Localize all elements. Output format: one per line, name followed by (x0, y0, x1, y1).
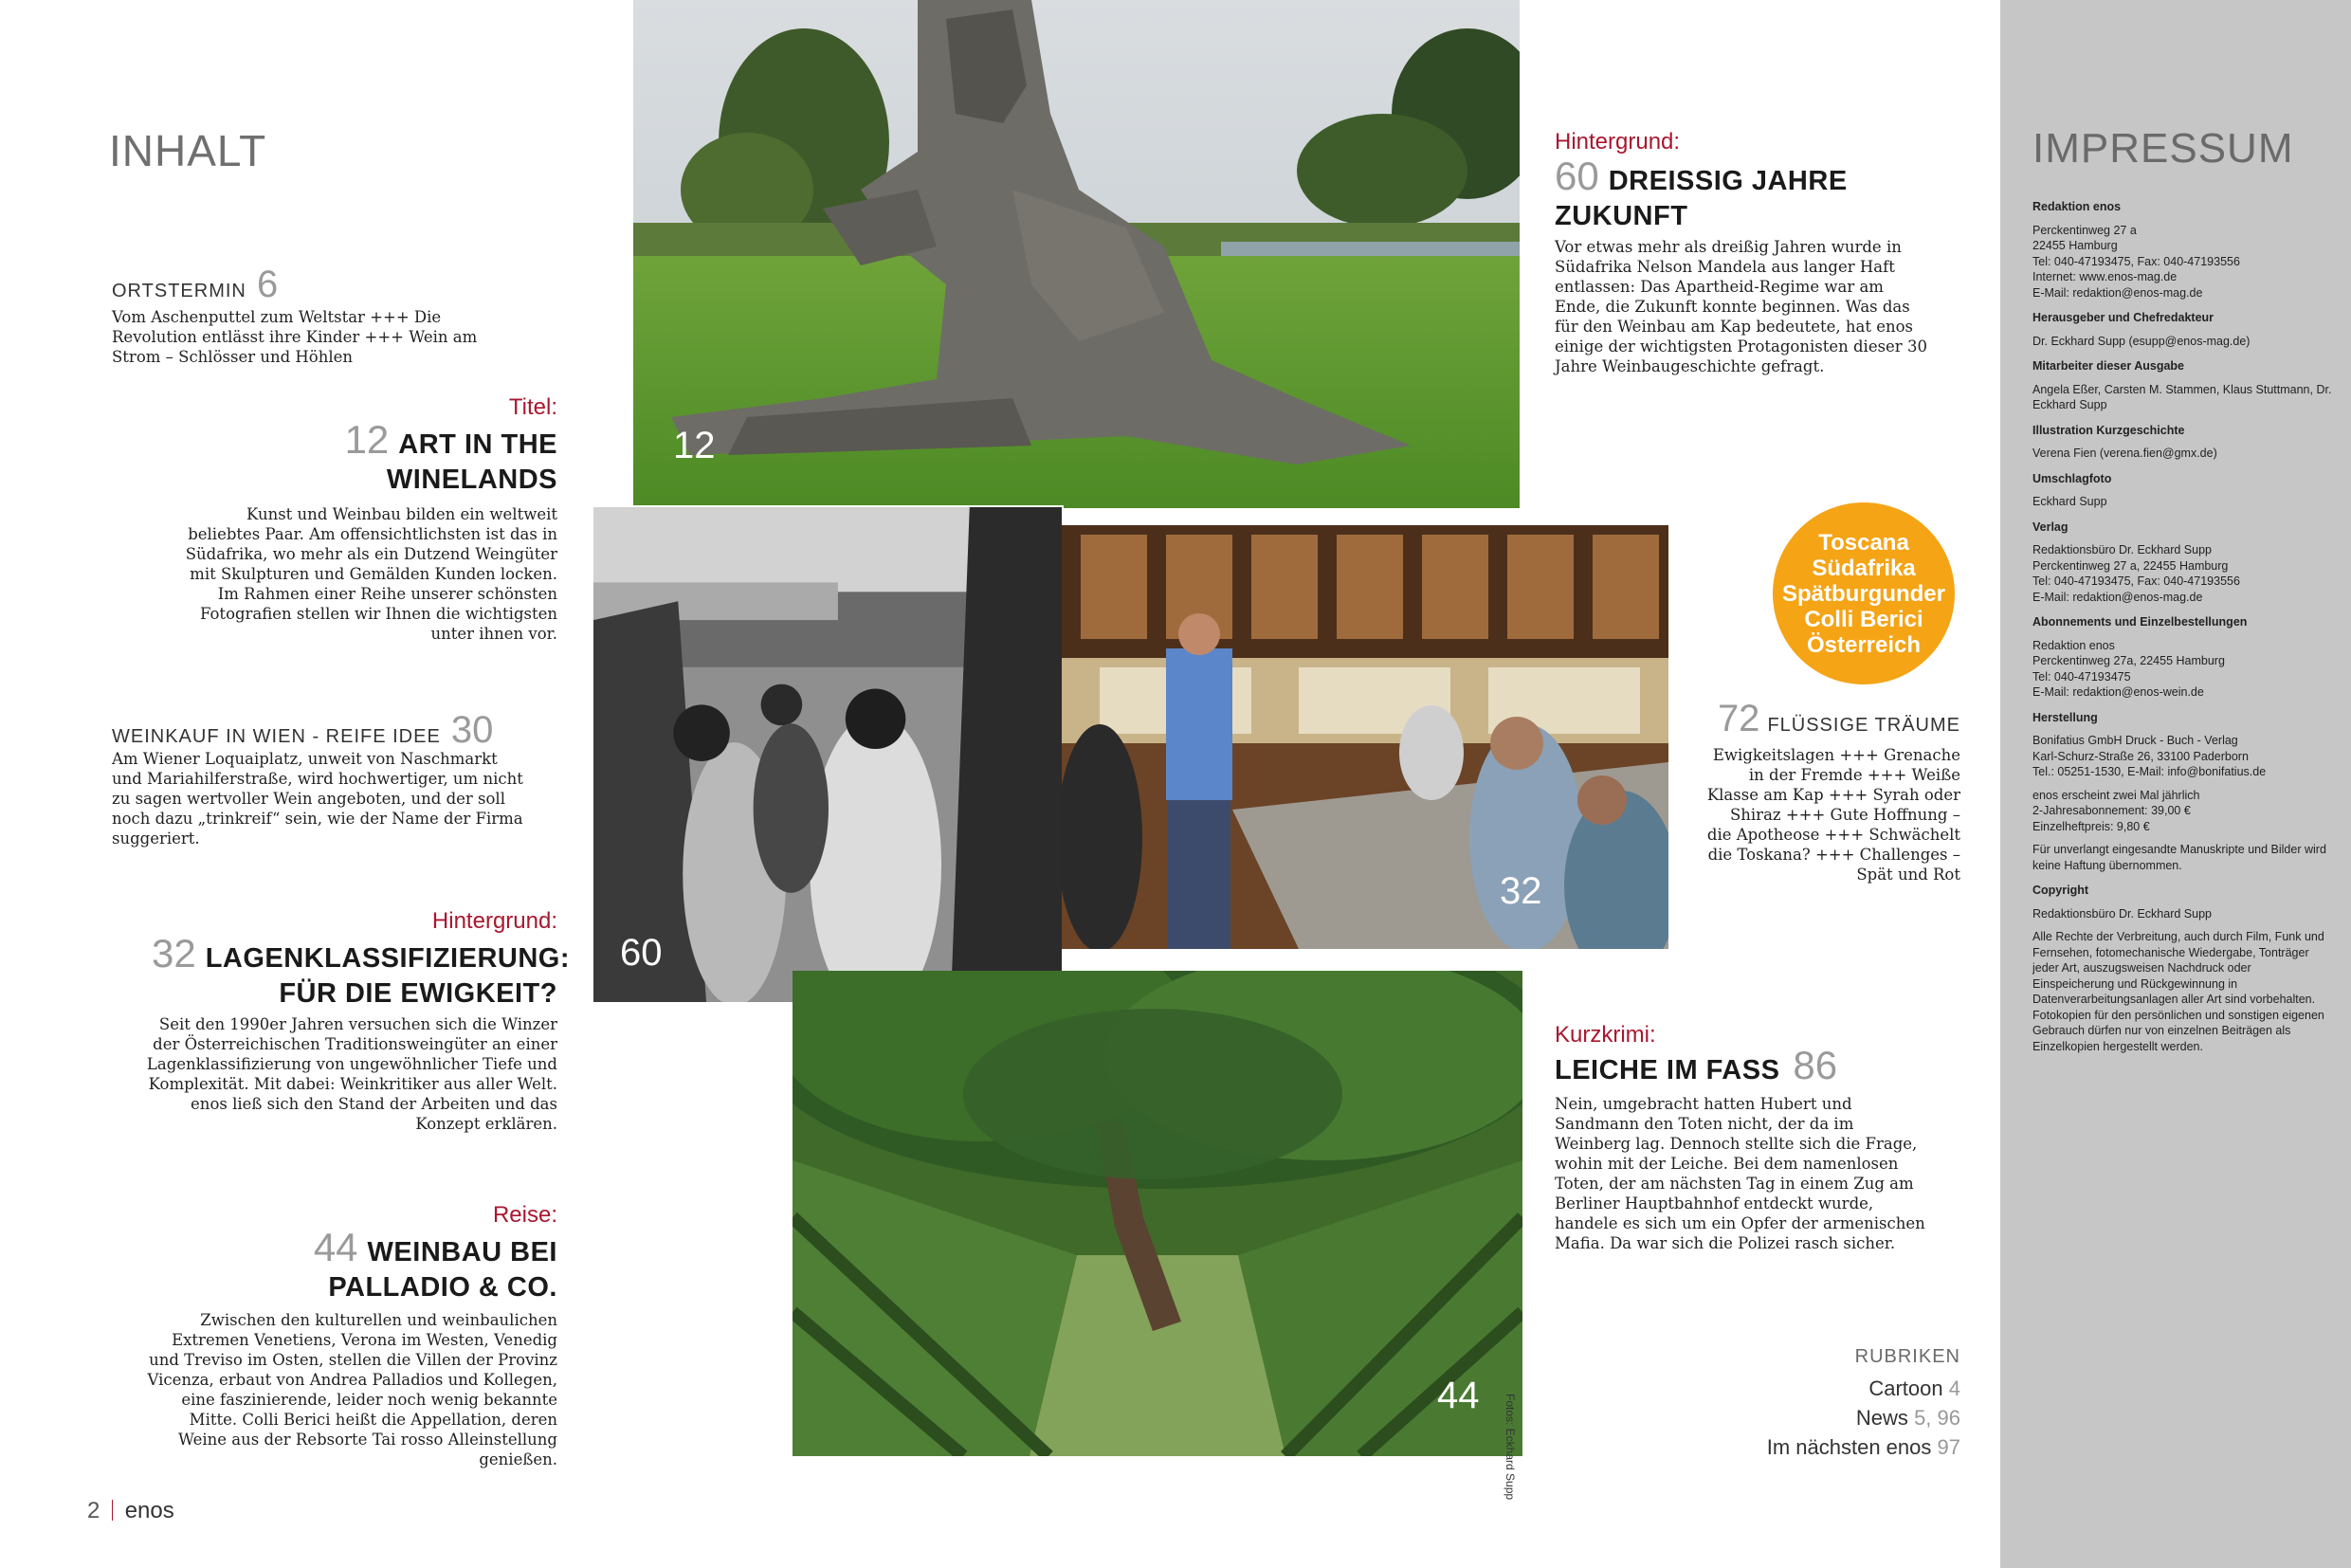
impressum-text: Angela Eßer, Carsten M. Stammen, Klaus Stuttmann, Dr. Eckhard Supp (2032, 382, 2332, 411)
impressum-label: Herausgeber und Chefredakteur (2032, 311, 2214, 324)
photo-tasting[interactable] (1062, 525, 1668, 949)
fluessige-text: Ewigkeitslagen +++ Grenache in der Fremde +++ Weiße Klasse am Kap +++ Syrah oder Shiraz +++ Gute Hoffnung – die Apotheose +++ Schwächelt die Toskana? +++ Challenges – Spät und Rot (1706, 746, 1960, 884)
badge-line: Spätburgunder (1782, 580, 1945, 607)
impressum-label: Mitarbeiter dieser Ausgabe (2032, 359, 2185, 373)
weinkauf-label: WEINKAUF IN WIEN - REIFE IDEE (112, 726, 441, 747)
kurzkrimi-headline: LEICHE IM FASS (1555, 1055, 1780, 1085)
impressum-text: Alle Rechte der Verbreitung, auch durch Film, Funk und Fernsehen, fotomechanische Wiedergabe, Tonträger jeder Art, auszugsweisen Nachdruck oder Einspeicherung und Rückgewinnung in Datenverarbeitungsanlagen aller Art sind vorbehalten. Fotokopien für den persönlichen und sonstigen eigenen Gebrauch dürfen nur von einzelnen Beiträgen als Einzelkopien hergestellt werden. (2032, 930, 2324, 1053)
topic-badge (1773, 502, 1955, 684)
impressum-text: Perckentinweg 27 a 22455 Hamburg Tel: 040-47193475, Fax: 040-47193556 Internet: www.enos-mag.de E-Mail: redaktion@enos-mag.de (2032, 223, 2240, 300)
badge-line: Colli Berici (1804, 606, 1923, 632)
weinkauf-text: Am Wiener Loquaiplatz, unweit von Naschmarkt und Mariahilferstraße, wird hochwertiger, um nicht zu sagen wertvoller Wein angeboten, und der soll noch dazu „trinkreif“ sein, wie der Name der Firma suggeriert. (112, 750, 523, 848)
sculpture-image (633, 0, 1520, 508)
kurzkrimi-heading[interactable] (1555, 1043, 1953, 1088)
impressum-text: Verena Fien (verena.fien@gmx.de) (2032, 447, 2217, 460)
impressum-text: Dr. Eckhard Supp (esupp@enos-mag.de) (2032, 334, 2251, 348)
rubriken-item-pages: 5, 96 (1914, 1406, 1960, 1430)
impressum-label: Redaktion enos (2032, 200, 2122, 213)
impressum-text: Bonifatius GmbH Druck - Buch - Verlag Karl-Schurz-Straße 26, 33100 Paderborn Tel.: 05251-1530, E-Mail: info@bonifatius.de (2032, 734, 2267, 778)
rubriken-item-label: News (1855, 1406, 1908, 1430)
lagen-headline-1: LAGENKLASSIFIZIERUNG: (205, 943, 570, 974)
dreissig-heading[interactable] (1555, 154, 1934, 233)
photo-township-page: 60 (620, 932, 663, 974)
rubriken-item[interactable] (1687, 1374, 1960, 1403)
impressum-text: Eckhard Supp (2032, 495, 2107, 508)
reise-headline-2: PALLADIO & CO. (328, 1272, 557, 1303)
impressum-content (2032, 190, 2334, 1062)
photo-sculpture-page: 12 (673, 425, 716, 466)
fluessige-page: 72 (1717, 698, 1760, 739)
dreissig-text: Vor etwas mehr als dreißig Jahren wurde in Südafrika Nelson Mandela aus langer Haft entlassen: Das Apartheid-Regime war am Ende, die Zukunft konnte beginnen. Was das für den Weinbau am Kap bedeutete, hat enos einige der wichtigsten Protagonisten dieser 30 Jahre Weinbaugeschichte gefragt. (1555, 238, 1927, 375)
titel-kicker: Titel: (508, 394, 557, 420)
ortstermin-page: 6 (256, 264, 279, 305)
titel-text: Kunst und Weinbau bilden ein weltweit beliebtes Paar. Am offensichtlichsten ist das in Südafrika, wo mehr als ein Dutzend Weingüter mit Skulpturen und Gemälden Kunden locken. Im Rahmen einer Reihe unserer schönsten Fotografien stellen wir Ihnen die wichtigsten unter ihnen vor. (185, 505, 557, 643)
titel-headline-2: WINELANDS (386, 465, 557, 495)
rubriken-item-pages: 97 (1937, 1435, 1960, 1459)
dreissig-kicker: Hintergrund: (1555, 129, 1681, 155)
badge-line: Österreich (1806, 631, 1922, 658)
tasting-image (1062, 525, 1668, 949)
titel-heading[interactable] (284, 417, 557, 497)
ortstermin-text: Vom Aschenputtel zum Weltstar +++ Die Revolution entlässt ihre Kinder +++ Wein am Strom – Schlösser und Höhlen (112, 308, 478, 366)
reise-kicker: Reise: (492, 1202, 557, 1228)
impressum-title: IMPRESSUM (2032, 125, 2294, 172)
badge-line: Südafrika (1812, 555, 1916, 581)
impressum-text: enos erscheint zwei Mal jährlich 2-Jahresabonnement: 39,00 € Einzelheftpreis: 9,80 € (2032, 788, 2200, 833)
ortstermin-heading[interactable] (112, 264, 278, 306)
weinkauf-page: 30 (450, 709, 494, 751)
impressum-label: Illustration Kurzgeschichte (2032, 423, 2185, 437)
lagen-text: Seit den 1990er Jahren versuchen sich die Winzer der Österreichischen Traditionsweingüter an einer Lagenklassifizierung von ungewöhnlicher Tiefe und Komplexität. Mit dabei: Weinkritiker aus aller Welt. enos ließ sich den Stand der Arbeiten und das Konzept erklären. (146, 1015, 557, 1133)
titel-page: 12 (344, 417, 390, 462)
rubriken-item-pages: 4 (1948, 1377, 1960, 1400)
lagen-heading[interactable] (152, 931, 570, 1011)
badge-line: Toscana (1818, 529, 1909, 556)
titel-headline-1: ART IN THE (398, 429, 557, 460)
weinkauf-heading[interactable] (112, 709, 493, 752)
impressum-text: Für unverlangt eingesandte Manuskripte und Bilder wird keine Haftung übernommen. (2032, 843, 2326, 872)
photo-vineyard[interactable] (793, 971, 1522, 1456)
kurzkrimi-kicker: Kurzkrimi: (1555, 1022, 1656, 1048)
rubriken-item-label: Im nächsten enos (1766, 1435, 1932, 1459)
impressum-label: Abonnements und Einzelbestellungen (2032, 615, 2248, 629)
page-number: 2 (87, 1498, 100, 1523)
impressum-label: Copyright (2032, 884, 2089, 897)
photo-tasting-page: 32 (1500, 870, 1542, 912)
rubriken-item-label: Cartoon (1868, 1377, 1943, 1400)
page-footer (87, 1498, 174, 1524)
reise-text: Zwischen den kulturellen und weinbaulichen Extremen Venetiens, Verona im Westen, Venedig und Treviso im Osten, stellen die Villen der Provinz Vicenza, erbaut von Andrea Palladios und Kollegen, eine faszinierende, leider noch wenig bekannte Mitte. Colli Berici heißt die Appellation, deren Weine aus der Rebsorte Tai rosso Alleinstellung genießen. (147, 1311, 557, 1468)
kurzkrimi-text: Nein, umgebracht hatten Hubert und Sandmann den Toten nicht, der da im Weinberg lag. Dennoch stellte sich die Frage, wohin mit der Leiche. Bei dem namenlosen Toten, der am nächsten Tag in einem Zug am Berliner Hauptbahnhof entdeckt wurde, handele es sich um ein Opfer der armenischen Mafia. Da war sich die Polizei rasch sicher. (1555, 1095, 1925, 1252)
photo-vineyard-page: 44 (1437, 1375, 1480, 1416)
rubriken-item[interactable] (1687, 1432, 1960, 1462)
rubriken-title: RUBRIKEN (1854, 1346, 1960, 1367)
impressum-label: Umschlagfoto (2032, 471, 2112, 485)
photo-sculpture[interactable] (633, 0, 1520, 508)
rubriken-item[interactable] (1687, 1403, 1960, 1432)
ortstermin-label: ORTSTERMIN (112, 281, 246, 301)
kurzkrimi-page: 86 (1793, 1043, 1838, 1087)
dreissig-page: 60 (1555, 154, 1599, 198)
lagen-kicker: Hintergrund: (431, 908, 557, 934)
impressum-panel (2000, 0, 2351, 1568)
photo-credit: Fotos: Eckhard Supp (1504, 1394, 1517, 1501)
impressum-text: Redaktionsbüro Dr. Eckhard Supp (2032, 906, 2212, 921)
impressum-text: Redaktionsbüro Dr. Eckhard Supp Perckentinweg 27 a, 22455 Hamburg Tel: 040-47193475, Fax: 040-47193556 E-Mail: redaktion@enos-mag.de (2032, 543, 2240, 604)
footer-brand: enos (124, 1498, 174, 1523)
rubriken (1687, 1346, 1960, 1462)
impressum-text: Redaktion enos Perckentinweg 27a, 22455 Hamburg Tel: 040-47193475 E-Mail: redaktion@enos-wein.de (2032, 638, 2225, 699)
reise-heading[interactable] (246, 1225, 557, 1304)
lagen-headline-2: FÜR DIE EWIGKEIT? (279, 978, 557, 1009)
impressum-label: Verlag (2032, 520, 2069, 534)
section-title-inhalt: INHALT (109, 126, 267, 175)
photo-township[interactable] (592, 505, 1064, 1004)
dreissig-headline-1: DREISSIG JAHRE (1608, 166, 1848, 196)
impressum-label: Herstellung (2032, 710, 2098, 724)
fluessige-label: FLÜSSIGE TRÄUME (1767, 715, 1960, 736)
fluessige-heading[interactable] (1687, 698, 1960, 740)
lagen-page: 32 (152, 931, 196, 975)
township-image (593, 507, 1062, 1002)
dreissig-headline-2: ZUKUNFT (1555, 201, 1688, 231)
vineyard-image (793, 971, 1522, 1456)
reise-headline-1: WEINBAU BEI (367, 1237, 557, 1267)
reise-page: 44 (313, 1225, 358, 1269)
footer-divider (112, 1500, 113, 1521)
